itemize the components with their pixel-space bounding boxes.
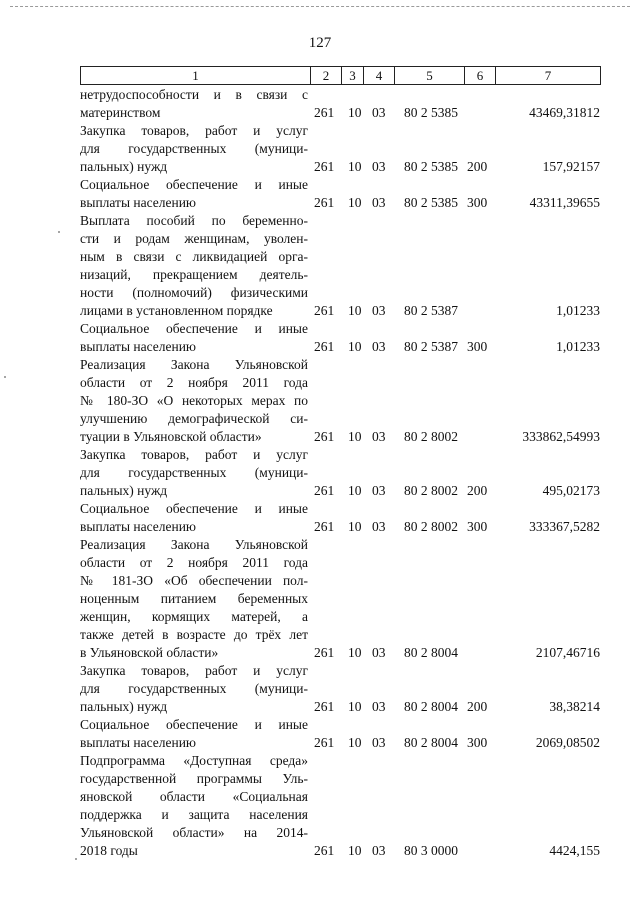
page-number: 127 (308, 35, 332, 51)
row-name-line: ности (полномочий) физическими (80, 285, 308, 300)
row-name-line: нетрудоспособности и в связи с (80, 87, 308, 102)
row-code-4: 03 (372, 735, 386, 750)
row-code-3: 10 (348, 429, 362, 444)
row-code-5: 80 2 5385 (404, 105, 458, 120)
table-row (0, 356, 640, 446)
row-name-line: области от 2 ноября 2011 года (80, 375, 308, 390)
row-code-5: 80 2 8004 (404, 735, 458, 750)
row-code-2: 261 (314, 735, 335, 750)
row-code-5: 80 2 8002 (404, 519, 458, 534)
row-code-3: 10 (348, 339, 362, 354)
row-name-line: Закупка товаров, работ и услуг (80, 447, 308, 462)
row-name-line: поддержка и защита населения (80, 807, 308, 822)
row-name-line: также детей в возрасте до трёх лет (80, 627, 308, 642)
row-name-line: Закупка товаров, работ и услуг (80, 123, 308, 138)
row-code-3: 10 (348, 699, 362, 714)
row-name-line: Социальное обеспечение и иные (80, 501, 308, 516)
row-name (80, 320, 308, 356)
row-name-line: для государственных (муници- (80, 141, 308, 156)
column-header-3: 3 (341, 66, 364, 85)
row-code-5: 80 2 5385 (404, 159, 458, 174)
row-code-2: 261 (314, 699, 335, 714)
row-code-5: 80 2 8004 (404, 699, 458, 714)
row-amount: 4424,155 (549, 843, 600, 858)
row-code-6: 200 (467, 159, 488, 174)
row-code-2: 261 (314, 483, 335, 498)
row-name-line: пальных) нужд (80, 699, 168, 714)
row-name-line: выплаты населению (80, 195, 197, 210)
row-name (80, 662, 308, 716)
row-name-line: № 181-ЗО «Об обеспечении пол- (80, 573, 308, 588)
table-row (0, 320, 640, 356)
row-name-line: Закупка товаров, работ и услуг (80, 663, 308, 678)
row-name-line: туации в Ульяновской области» (80, 429, 262, 444)
table-row (0, 446, 640, 500)
row-name-line: 2018 годы (80, 843, 138, 858)
row-code-3: 10 (348, 195, 362, 210)
row-amount: 38,38214 (549, 699, 600, 714)
row-name-line: Подпрограмма «Доступная среда» (80, 753, 308, 768)
row-name-line: Выплата пособий по беременно- (80, 213, 308, 228)
row-code-4: 03 (372, 645, 386, 660)
row-name (80, 536, 308, 662)
row-code-3: 10 (348, 519, 362, 534)
column-header-1: 1 (80, 66, 311, 85)
column-header-4: 4 (363, 66, 395, 85)
row-name-line: для государственных (муници- (80, 681, 308, 696)
row-amount: 1,01233 (556, 303, 600, 318)
row-code-4: 03 (372, 303, 386, 318)
row-name-line: пальных) нужд (80, 483, 168, 498)
table-row (0, 536, 640, 662)
row-name-line: для государственных (муници- (80, 465, 308, 480)
row-code-4: 03 (372, 699, 386, 714)
row-name (80, 500, 308, 536)
scan-speck (75, 858, 77, 860)
row-code-3: 10 (348, 645, 362, 660)
row-amount: 2069,08502 (535, 735, 600, 750)
row-name-line: сти и родам женщинам, уволен- (80, 231, 308, 246)
row-name (80, 212, 308, 320)
table-row (0, 122, 640, 176)
column-header-7: 7 (495, 66, 601, 85)
row-name-line: улучшению демографической си- (80, 411, 308, 426)
column-header-5: 5 (394, 66, 465, 85)
row-name (80, 176, 308, 212)
row-name-line: в Ульяновской области» (80, 645, 219, 660)
row-code-5: 80 3 0000 (404, 843, 458, 858)
table-row (0, 662, 640, 716)
row-code-3: 10 (348, 303, 362, 318)
row-code-2: 261 (314, 105, 335, 120)
row-name (80, 356, 308, 446)
row-code-6: 300 (467, 339, 488, 354)
row-amount: 333862,54993 (522, 429, 600, 444)
row-code-2: 261 (314, 303, 335, 318)
row-code-4: 03 (372, 195, 386, 210)
row-amount: 1,01233 (556, 339, 600, 354)
row-code-2: 261 (314, 195, 335, 210)
row-code-3: 10 (348, 483, 362, 498)
row-name-line: лицами в установленном порядке (80, 303, 273, 318)
row-code-5: 80 2 5387 (404, 303, 458, 318)
row-name-line: материнством (80, 105, 161, 120)
table-row (0, 212, 640, 320)
row-amount: 43469,31812 (529, 105, 600, 120)
row-name-line: низаций, прекращением деятель- (80, 267, 308, 282)
row-code-5: 80 2 8004 (404, 645, 458, 660)
row-name-line: выплаты населению (80, 339, 197, 354)
row-name (80, 716, 308, 752)
row-code-4: 03 (372, 105, 386, 120)
row-code-2: 261 (314, 843, 335, 858)
row-name-line: выплаты населению (80, 735, 197, 750)
scan-speck (58, 231, 60, 233)
row-name (80, 446, 308, 500)
row-code-6: 300 (467, 195, 488, 210)
row-code-3: 10 (348, 105, 362, 120)
row-code-3: 10 (348, 735, 362, 750)
row-name (80, 752, 308, 860)
row-name-line: ноценным питанием беременных (80, 591, 308, 606)
row-code-4: 03 (372, 339, 386, 354)
row-code-6: 300 (467, 519, 488, 534)
row-name-line: ным в связи с ликвидацией орга- (80, 249, 308, 264)
row-name (80, 122, 308, 176)
row-name-line: Реализация Закона Ульяновской (80, 357, 308, 372)
row-code-3: 10 (348, 843, 362, 858)
row-code-5: 80 2 5385 (404, 195, 458, 210)
row-code-5: 80 2 5387 (404, 339, 458, 354)
scan-edge (10, 6, 630, 7)
row-code-5: 80 2 8002 (404, 429, 458, 444)
row-code-4: 03 (372, 519, 386, 534)
row-name-line: Социальное обеспечение и иные (80, 177, 308, 192)
row-name-line: области от 2 ноября 2011 года (80, 555, 308, 570)
row-name-line: № 180-ЗО «О некоторых мерах по (80, 393, 308, 408)
table-row (0, 716, 640, 752)
row-amount: 43311,39655 (529, 195, 600, 210)
row-name-line: Социальное обеспечение и иные (80, 717, 308, 732)
table-row (0, 176, 640, 212)
row-code-6: 200 (467, 699, 488, 714)
row-name-line: пальных) нужд (80, 159, 168, 174)
row-code-4: 03 (372, 429, 386, 444)
row-name-line: женщин, кормящих матерей, а (80, 609, 308, 624)
row-name-line: выплаты населению (80, 519, 197, 534)
row-name-line: государственной программы Уль- (80, 771, 308, 786)
row-amount: 333367,5282 (529, 519, 600, 534)
row-code-4: 03 (372, 159, 386, 174)
table-row (0, 86, 640, 122)
row-code-2: 261 (314, 519, 335, 534)
column-header-2: 2 (310, 66, 342, 85)
row-code-5: 80 2 8002 (404, 483, 458, 498)
row-amount: 2107,46716 (535, 645, 600, 660)
row-name (80, 86, 308, 122)
row-code-3: 10 (348, 159, 362, 174)
row-code-2: 261 (314, 645, 335, 660)
row-code-4: 03 (372, 843, 386, 858)
row-amount: 495,02173 (542, 483, 600, 498)
row-code-2: 261 (314, 339, 335, 354)
row-code-4: 03 (372, 483, 386, 498)
column-header-6: 6 (464, 66, 496, 85)
row-name-line: Реализация Закона Ульяновской (80, 537, 308, 552)
table-row (0, 500, 640, 536)
row-name-line: яновской области «Социальная (80, 789, 308, 804)
row-code-2: 261 (314, 159, 335, 174)
row-code-2: 261 (314, 429, 335, 444)
row-code-6: 200 (467, 483, 488, 498)
table-row (0, 752, 640, 860)
row-amount: 157,92157 (542, 159, 600, 174)
row-code-6: 300 (467, 735, 488, 750)
row-name-line: Социальное обеспечение и иные (80, 321, 308, 336)
row-name-line: Ульяновской области» на 2014- (80, 825, 308, 840)
scan-speck (4, 376, 6, 378)
